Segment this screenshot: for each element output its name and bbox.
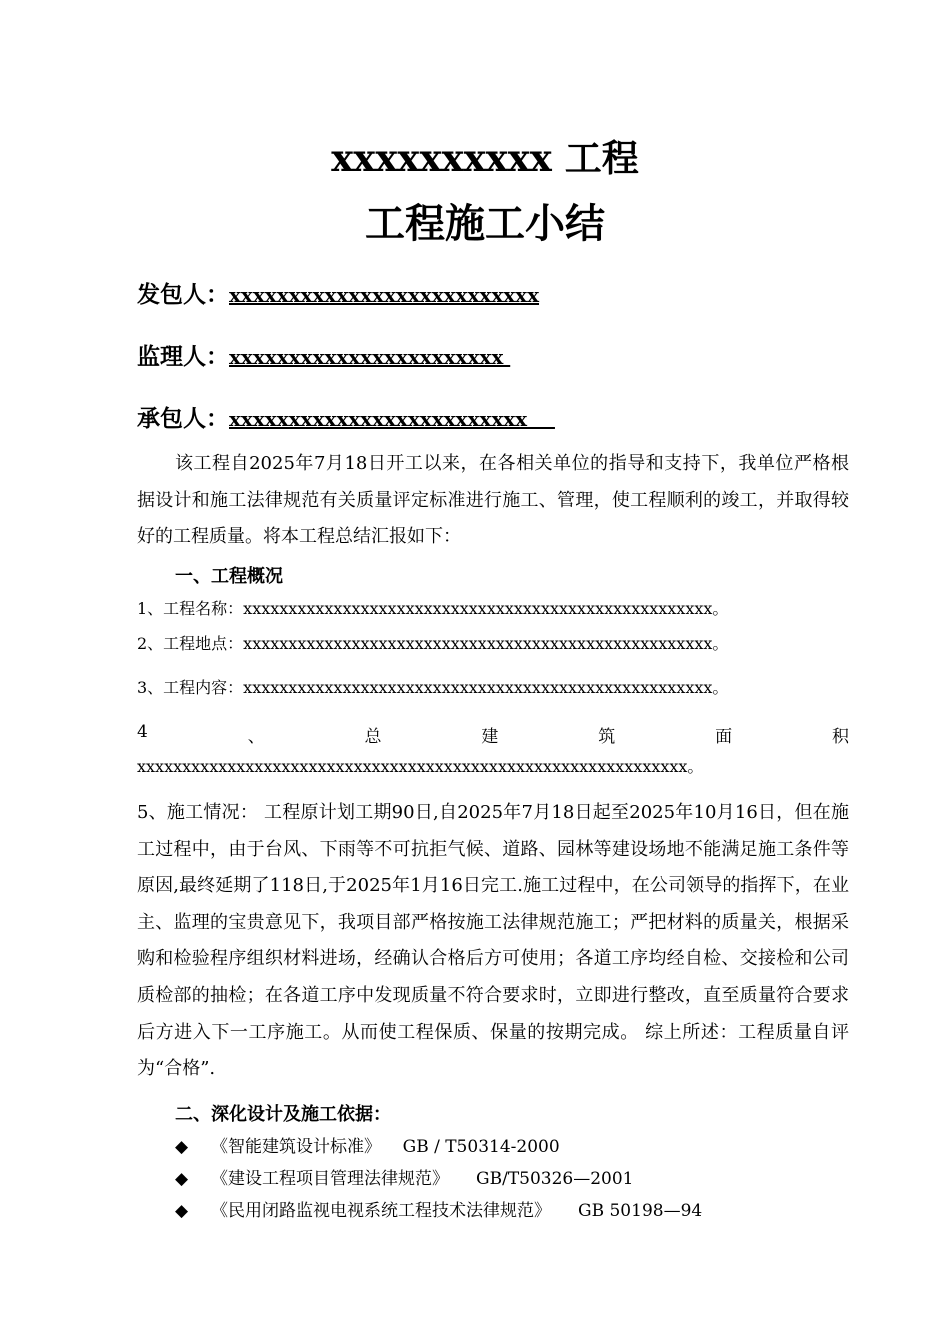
area-label-part: 总 bbox=[364, 727, 382, 747]
standard-item bbox=[175, 1132, 560, 1157]
section1-heading: 一、工程概况 bbox=[175, 566, 283, 587]
standard-text: 《建设工程项目管理法律规范》 GB/T50326—2001 bbox=[211, 1169, 634, 1189]
section2-heading: 二、深化设计及施工依据： bbox=[175, 1104, 391, 1125]
overview-item-area-value: xxxxxxxxxxxxxxxxxxxxxxxxxxxxxxxxxxxxxxxxxxxxxxxxxxxxxxxxxxxxx。 bbox=[137, 757, 704, 776]
document-title-line1: xxxxxxxxxx 工程 bbox=[331, 136, 639, 180]
area-label-part: 积 bbox=[831, 727, 849, 747]
standard-text: 《智能建筑设计标准》 GB / T50314-2000 bbox=[211, 1137, 560, 1157]
area-label-part: 、 bbox=[247, 727, 265, 747]
diamond-bullet-icon: ◆ bbox=[175, 1169, 189, 1189]
overview-item-content: 3、工程内容：xxxxxxxxxxxxxxxxxxxxxxxxxxxxxxxxxxxxxxxxxxxxxxxxxxxx。 bbox=[137, 678, 729, 697]
intro-paragraph: 该工程自2025年7月18日开工以来，在各相关单位的指导和支持下，我单位严格根据设计和施工法律规范有关质量评定标准进行施工、管理，使工程顺利的竣工，并取得较好的工程质量。将本工程总结汇报如下： bbox=[137, 453, 849, 548]
party-label: 发包人： bbox=[137, 281, 229, 308]
party-value: xxxxxxxxxxxxxxxxxxxxxxxxx bbox=[229, 407, 555, 431]
standard-item bbox=[175, 1164, 634, 1189]
overview-item-area-label bbox=[137, 722, 849, 747]
party-value: xxxxxxxxxxxxxxxxxxxxxxxxxx bbox=[229, 283, 540, 307]
standard-text: 《民用闭路监视电视系统工程技术法律规范》 GB 50198—94 bbox=[211, 1201, 703, 1221]
overview-item-location: 2、工程地点：xxxxxxxxxxxxxxxxxxxxxxxxxxxxxxxxxxxxxxxxxxxxxxxxxxxx。 bbox=[137, 634, 729, 653]
area-label-part: 4 bbox=[137, 722, 148, 742]
party-label: 监理人： bbox=[137, 343, 229, 370]
area-label-part: 面 bbox=[715, 727, 733, 747]
party-value: xxxxxxxxxxxxxxxxxxxxxxx bbox=[229, 345, 511, 369]
party-contractor bbox=[137, 400, 555, 433]
document-title-line2: 工程施工小结 bbox=[365, 200, 605, 247]
area-label-part: 筑 bbox=[598, 727, 616, 747]
construction-status-paragraph: 5、施工情况： 工程原计划工期90日,自2025年7月18日起至2025年10月16日，但在施工过程中，由于台风、下雨等不可抗拒气候、道路、园林等建设场地不能满足施工条件等原因,最终延期了118日,于2025年1月16日完工.施工过程中，在公司领导的指挥下，在业主、监理的宝贵意见下，我项目部严格按施工法律规范施工；严把材料的质量关，根据采购和检验程序组织材料进场，经确认合格后方可使用；各道工序均经自检、交接检和公司质检部的抽检；在各道工序中发现质量不符合要求时，立即进行整改，直至质量符合要求后方进入下一工序施工。从而使工程保质、保量的按期完成。 综上所述：工程质量自评为“合格”. bbox=[137, 802, 849, 1080]
party-supervisor bbox=[137, 338, 510, 371]
party-employer bbox=[137, 276, 539, 309]
diamond-bullet-icon: ◆ bbox=[175, 1201, 189, 1221]
area-label-part: 建 bbox=[481, 727, 499, 747]
standard-item bbox=[175, 1196, 702, 1221]
overview-item-name: 1、工程名称：xxxxxxxxxxxxxxxxxxxxxxxxxxxxxxxxxxxxxxxxxxxxxxxxxxxx。 bbox=[137, 599, 729, 618]
party-label: 承包人： bbox=[137, 405, 229, 432]
diamond-bullet-icon: ◆ bbox=[175, 1137, 189, 1157]
